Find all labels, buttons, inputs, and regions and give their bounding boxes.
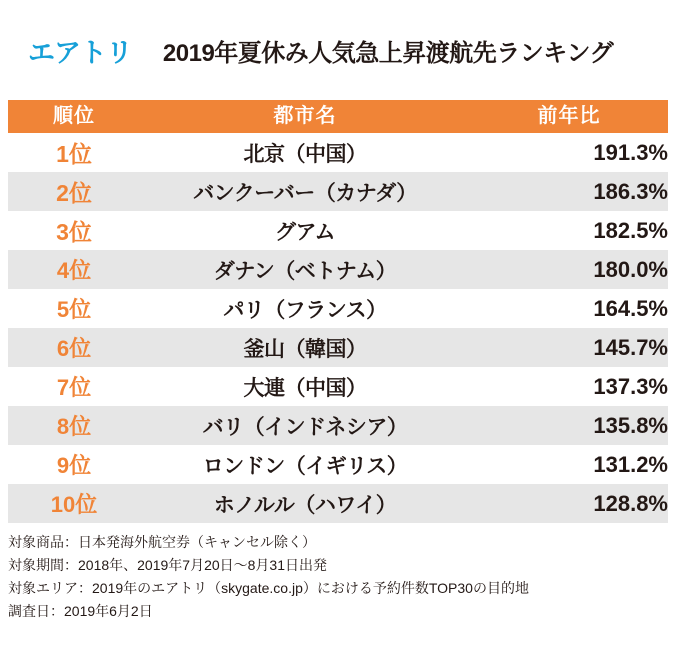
footnote-period: 対象期間：2018年、2019年7月20日〜8月31日出発	[8, 557, 328, 573]
cell-rank: 7位	[8, 367, 140, 406]
table-row	[8, 172, 668, 211]
cell-yoy: 131.2%	[470, 445, 668, 484]
cell-yoy: 180.0%	[470, 250, 668, 289]
table-row	[8, 445, 668, 484]
cell-city: パリ（フランス）	[140, 289, 470, 328]
cell-yoy: 164.5%	[470, 289, 668, 328]
cell-city: 大連（中国）	[140, 367, 470, 406]
cell-rank: 9位	[8, 445, 140, 484]
table-row	[8, 289, 668, 328]
cell-city: 釜山（韓国）	[140, 328, 470, 367]
cell-city: 北京（中国）	[140, 133, 470, 172]
cell-yoy: 135.8%	[470, 406, 668, 445]
footnotes	[0, 531, 676, 623]
column-header-rank: 順位	[8, 100, 140, 133]
table-row	[8, 133, 668, 172]
column-header-city: 都市名	[140, 100, 470, 133]
cell-yoy: 145.7%	[470, 328, 668, 367]
table-row	[8, 211, 668, 250]
header	[0, 0, 676, 100]
cell-city: ダナン（ベトナム）	[140, 250, 470, 289]
column-header-yoy: 前年比	[470, 100, 668, 133]
page-title: 2019年夏休み人気急上昇渡航先ランキング	[162, 39, 614, 67]
footnote-area: 対象エリア：2019年のエアトリ（skygate.co.jp）における予約件数TOP30の目的地	[8, 580, 529, 596]
brand-logo: エアトリ	[28, 37, 132, 68]
cell-yoy: 182.5%	[470, 211, 668, 250]
ranking-table-wrapper	[0, 100, 676, 523]
table-header-row	[8, 100, 668, 133]
table-row	[8, 406, 668, 445]
cell-city: バンクーバー（カナダ）	[140, 172, 470, 211]
table-row	[8, 250, 668, 289]
cell-rank: 5位	[8, 289, 140, 328]
cell-city: バリ（インドネシア）	[140, 406, 470, 445]
cell-yoy: 137.3%	[470, 367, 668, 406]
table-header	[8, 100, 668, 133]
cell-yoy: 191.3%	[470, 133, 668, 172]
cell-city: ホノルル（ハワイ）	[140, 484, 470, 523]
table-row	[8, 328, 668, 367]
cell-rank: 4位	[8, 250, 140, 289]
table-body	[8, 133, 668, 523]
footnote-product: 対象商品：日本発海外航空券（キャンセル除く）	[8, 534, 316, 550]
cell-rank: 2位	[8, 172, 140, 211]
cell-yoy: 186.3%	[470, 172, 668, 211]
cell-rank: 8位	[8, 406, 140, 445]
footnote-survey-date: 調査日：2019年6月2日	[8, 603, 153, 619]
cell-rank: 3位	[8, 211, 140, 250]
cell-rank: 6位	[8, 328, 140, 367]
cell-rank: 10位	[8, 484, 140, 523]
cell-rank: 1位	[8, 133, 140, 172]
ranking-table	[8, 100, 668, 523]
table-row	[8, 484, 668, 523]
table-row	[8, 367, 668, 406]
cell-city: ロンドン（イギリス）	[140, 445, 470, 484]
cell-yoy: 128.8%	[470, 484, 668, 523]
cell-city: グアム	[140, 211, 470, 250]
